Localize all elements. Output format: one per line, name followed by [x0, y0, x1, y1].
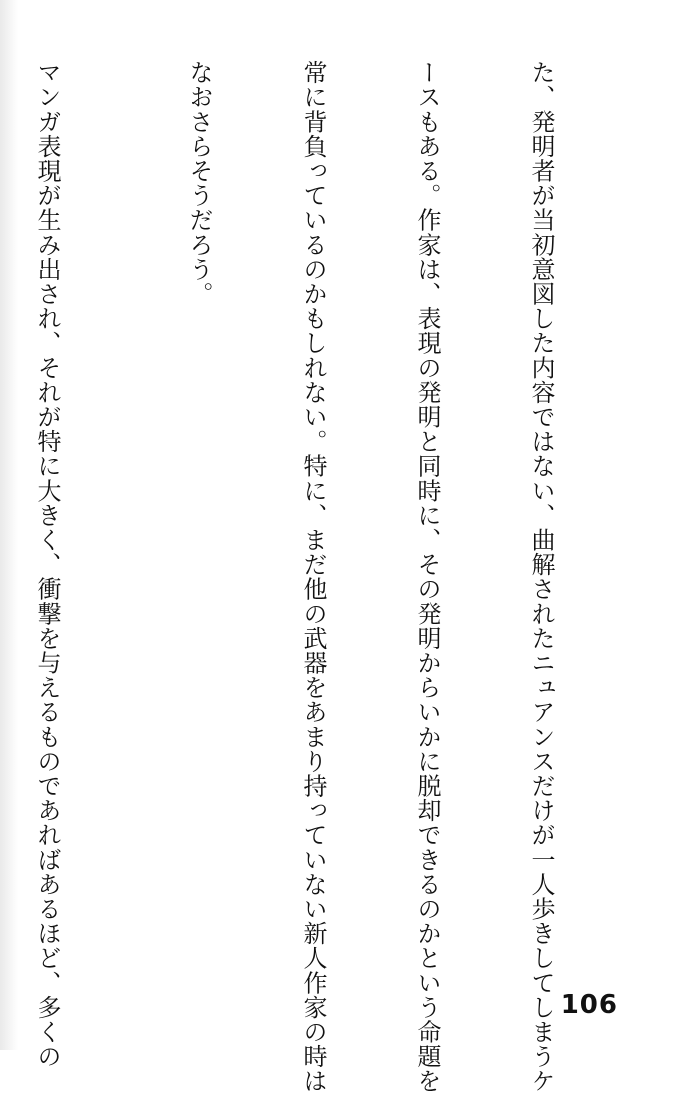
- page-number: 106: [560, 990, 618, 1020]
- text-column: なおさらそうだろう。: [185, 60, 213, 306]
- text-column: ースもある。作家は、表現の発明と同時に、その発明からいかに脱却できるのかという命題を: [413, 60, 441, 1093]
- text-column: た、発明者が当初意図した内容ではない、曲解されたニュアンスだけが一人歩きしてしまうケ: [527, 60, 555, 1093]
- text-column: 常に背負っているのかもしれない。特に、まだ他の武器をあまり持っていない新人作家の時は: [299, 60, 327, 1093]
- text-column: マンガ表現が生み出され、それが特に大きく、衝撃を与えるものであればあるほど、多くの: [33, 60, 61, 1069]
